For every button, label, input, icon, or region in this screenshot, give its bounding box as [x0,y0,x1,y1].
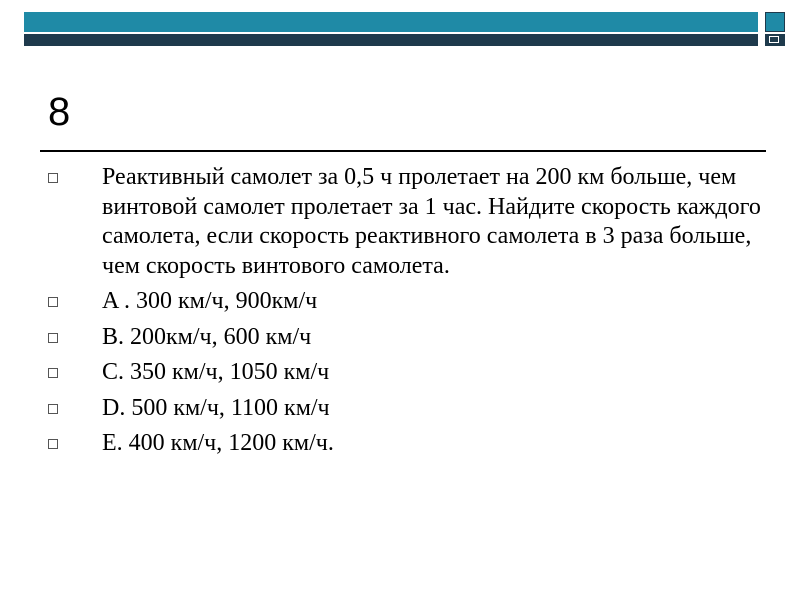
square-bullet-icon [48,404,58,414]
square-bullet-icon [48,368,58,378]
option-a-text: A . 300 км/ч, 900км/ч [102,288,318,314]
square-bullet-icon [48,333,58,343]
slide-title: 8 [48,90,71,134]
list-item-option-d [40,394,780,424]
option-d-text: D. 500 км/ч, 1100 км/ч [102,394,330,421]
list-item-option-e [40,429,780,459]
corner-square-inner [769,36,779,43]
list-item-option-b [40,323,780,353]
list-item-option-a [40,287,780,317]
header-accent-bar [24,12,758,32]
question-text: Реактивный самолет за 0,5 ч пролетает на 200 км больше, чем винтовой самолет пролетает за 1 час. Найдите скорость каждого самолета, если скорость реактивного самолета в 3 раза больше, чем скорость винтового самолета. [102,164,761,279]
list-item-question [40,163,780,281]
corner-square-bottom [765,34,785,46]
header-dark-bar [24,34,758,46]
square-bullet-icon [48,297,58,307]
bullet-list [40,163,780,465]
option-e-text: E. 400 км/ч, 1200 км/ч. [102,430,334,456]
title-divider [40,150,766,152]
option-b-text: B. 200км/ч, 600 км/ч [102,323,312,350]
corner-square-top [765,12,785,32]
option-c-text: C. 350 км/ч, 1050 км/ч [102,359,330,385]
list-item-option-c [40,358,780,388]
square-bullet-icon [48,439,58,449]
square-bullet-icon [48,173,58,183]
